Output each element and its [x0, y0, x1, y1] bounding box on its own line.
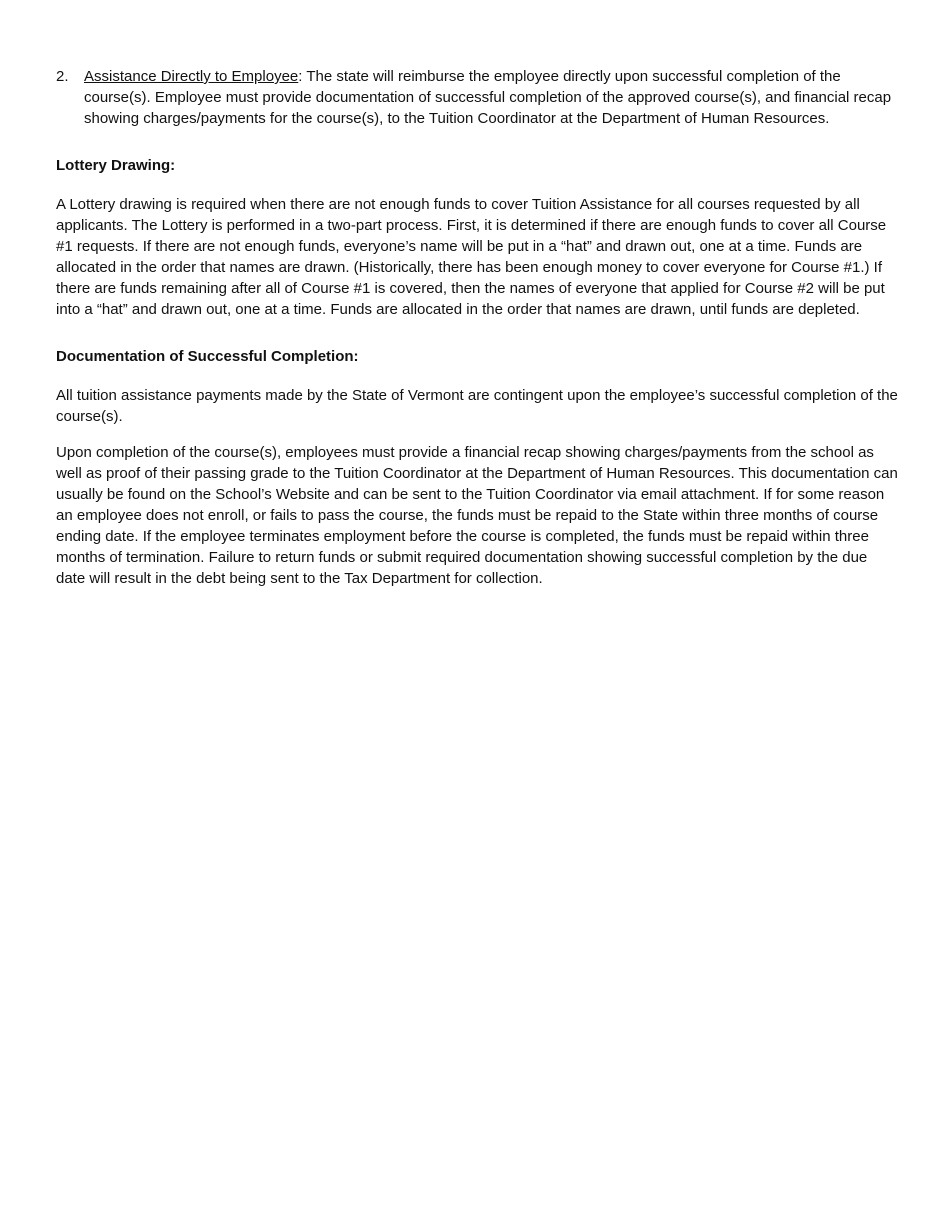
document-page	[56, 66, 900, 589]
list-item-text	[84, 66, 900, 129]
list-item-body: : The state will reimburse the employee directly upon successful completion of the course(s). Employee must provide documentation of successful completion of the approved course(s), and financial recap showing charges/payments for the course(s), to the Tuition Coordinator at the Department of Human Resources.	[84, 68, 892, 127]
lottery-heading: Lottery Drawing:	[56, 157, 176, 174]
documentation-paragraph-2: Upon completion of the course(s), employees must provide a financial recap showing charges/payments from the school as well as proof of their passing grade to the Tuition Coordinator at the Department of Human Resources. This documentation can usually be found on the School’s Website and can be sent to the Tuition Coordinator via email attachment. If for some reason an employee does not enroll, or fails to pass the course, the funds must be repaid to the State within three months of course ending date. If the employee terminates employment before the course is completed, the funds must be repaid within three months of termination. Failure to return funds or submit required documentation showing successful completion by the due date will result in the debt being sent to the Tax Department for collection.	[56, 444, 898, 587]
numbered-list-item	[56, 66, 900, 129]
list-item-title: Assistance Directly to Employee	[84, 68, 299, 85]
documentation-paragraph-1: All tuition assistance payments made by the State of Vermont are contingent upon the employee’s successful completion of the course(s).	[56, 387, 898, 425]
lottery-paragraph: A Lottery drawing is required when there are not enough funds to cover Tuition Assistance for all courses requested by all applicants. The Lottery is performed in a two-part process. First, it is determined if there are enough funds to cover all Course #1 requests. If there are not enough funds, everyone’s name will be put in a “hat” and drawn out, one at a time. Funds are allocated in the order that names are drawn. (Historically, there has been enough money to cover everyone for Course #1.) If there are funds remaining after all of Course #1 is covered, then the names of everyone that applied for Course #2 will be put into a “hat” and drawn out, one at a time. Funds are allocated in the order that names are drawn, until funds are depleted.	[56, 196, 887, 318]
documentation-heading: Documentation of Successful Completion:	[56, 348, 359, 365]
list-number: 2.	[56, 68, 69, 85]
